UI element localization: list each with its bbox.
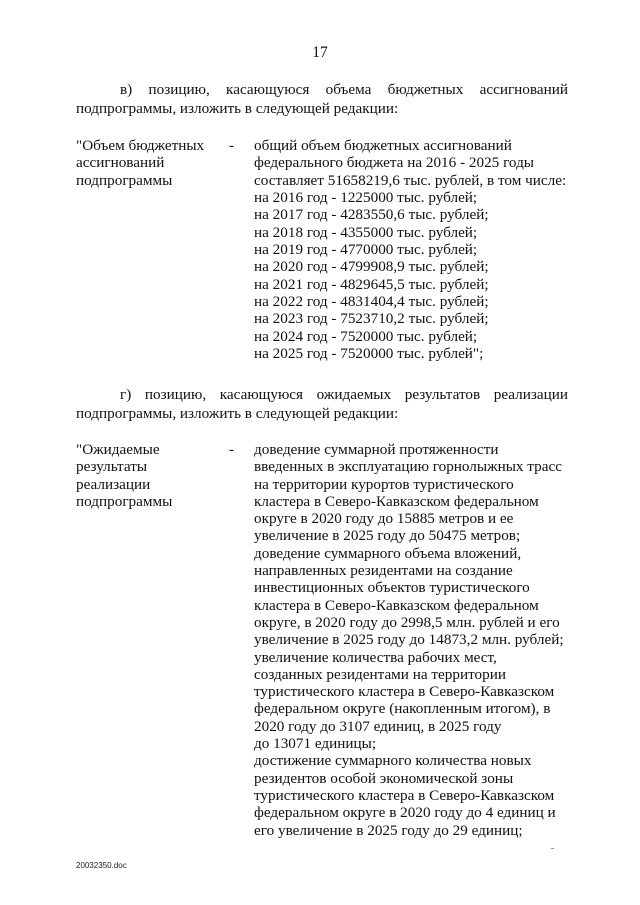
section-g-content-line: округе, в 2020 году до 2998,5 млн. рублей и его xyxy=(254,613,560,631)
section-v-label-line: подпрограммы xyxy=(76,171,173,189)
section-g-intro-line-1: г) позицию, касающуюся ожидаемых результатов реализации xyxy=(120,386,568,403)
section-v-intro xyxy=(76,80,568,118)
section-v-content xyxy=(254,137,584,362)
section-v-content-line: составляет 51658219,6 тыс. рублей, в том числе: xyxy=(254,171,567,189)
section-g-label-line: реализации xyxy=(76,475,151,493)
section-g-content-line: кластера в Северо-Кавказском федеральном xyxy=(254,492,539,510)
section-g-content-line: увеличение в 2025 году до 50475 метров; xyxy=(254,527,521,545)
section-v-label xyxy=(76,137,226,189)
section-g-content-line: федеральном округе (накопленным итогом), в xyxy=(254,700,551,718)
section-g-content-line: инвестиционных объектов туристического xyxy=(254,579,530,597)
section-g-content-line: федеральном округе в 2020 году до 4 единиц и xyxy=(254,804,556,822)
section-v-content-line: общий объем бюджетных ассигнований xyxy=(254,137,512,154)
section-v-content-line: на 2017 год - 4283550,6 тыс. рублей; xyxy=(254,206,489,224)
section-g-content-line: увеличение в 2025 году до 14873,2 млн. рублей; xyxy=(254,631,564,649)
section-v-label-line: "Объем бюджетных xyxy=(76,137,205,154)
section-g-content-line: резидентов особой экономической зоны xyxy=(254,769,514,787)
section-v-intro-line-1: в) позицию, касающуюся объема бюджетных ассигнований xyxy=(120,81,568,98)
section-g-content-line: введенных в эксплуатацию горнолыжных трасс xyxy=(254,458,562,476)
section-v-content-line: на 2019 год - 4770000 тыс. рублей; xyxy=(254,241,478,259)
section-g-content xyxy=(254,441,584,839)
section-v-content-line: на 2018 год - 4355000 тыс. рублей; xyxy=(254,223,478,241)
section-g-content-line: кластера в Северо-Кавказском федеральном xyxy=(254,596,539,614)
section-v-content-line: на 2020 год - 4799908,9 тыс. рублей; xyxy=(254,258,489,276)
section-g-content-line: туристического кластера в Северо-Кавказском xyxy=(254,683,555,701)
section-v-content-line: на 2025 год - 7520000 тыс. рублей"; xyxy=(254,345,484,363)
section-g-content-line: его увеличение в 2025 году до 29 единиц; xyxy=(254,821,523,839)
section-g-label-line: подпрограммы xyxy=(76,492,173,510)
section-v-content-line: на 2024 год - 7520000 тыс. рублей; xyxy=(254,327,478,345)
section-v-content-line: на 2023 год - 7523710,2 тыс. рублей; xyxy=(254,310,489,328)
section-g-intro-line-2: подпрограммы, изложить в следующей редакции: xyxy=(76,405,399,422)
section-g-content-line: направленных резидентами на создание xyxy=(254,562,513,580)
section-g-content-line: туристического кластера в Северо-Кавказском xyxy=(254,786,555,804)
section-g-dash: - xyxy=(229,441,235,458)
section-g-intro xyxy=(76,385,568,423)
section-v-content-line: на 2021 год - 4829645,5 тыс. рублей; xyxy=(254,275,489,293)
section-g-content-line: созданных резидентами на территории xyxy=(254,665,506,683)
section-v-dash: - xyxy=(229,137,235,154)
section-g-content-line: доведение суммарного объема вложений, xyxy=(254,544,522,562)
section-v-content-line: на 2016 год - 1225000 тыс. рублей; xyxy=(254,189,478,207)
section-v-label-line: ассигнований xyxy=(76,154,165,172)
section-g-label-line: результаты xyxy=(76,458,148,476)
section-g-content-line: округе в 2020 году до 15885 метров и ее xyxy=(254,510,514,528)
section-g-content-line: доведение суммарной протяженности xyxy=(254,441,499,458)
section-g-content-line: увеличение количества рабочих мест, xyxy=(254,648,497,666)
section-g-label xyxy=(76,441,226,510)
section-g-label-line: "Ожидаемые xyxy=(76,441,160,458)
page-number: 17 xyxy=(312,44,328,61)
section-v-content-line: на 2022 год - 4831404,4 тыс. рублей; xyxy=(254,293,489,311)
scan-mark xyxy=(551,848,554,849)
section-v-intro-line-2: подпрограммы, изложить в следующей редакции: xyxy=(76,100,399,117)
section-g-content-line: достижение суммарного количества новых xyxy=(254,752,532,770)
section-g-content-line: до 13071 единицы; xyxy=(254,735,377,753)
section-v-content-line: федерального бюджета на 2016 - 2025 годы xyxy=(254,154,535,172)
footer-filename: 20032350.doc xyxy=(76,861,127,870)
section-g-content-line: 2020 году до 3107 единиц, в 2025 году xyxy=(254,717,502,735)
section-g-content-line: на территории курортов туристического xyxy=(254,475,514,493)
